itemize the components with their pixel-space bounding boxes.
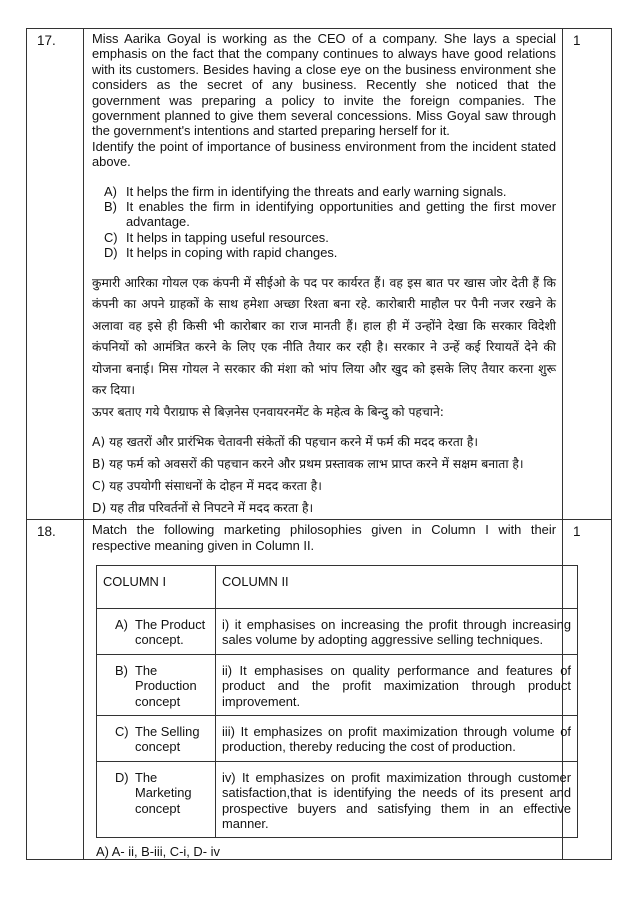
hindi-question-prompt: ऊपर बताए गये पैराग्राफ से बिज़नेस एनवायरनमेंट के महेत्व के बिन्दु को पहचाने: bbox=[92, 404, 444, 419]
question-text bbox=[92, 31, 556, 170]
question-prompt: Identify the point of importance of business environment from the incident stated above. bbox=[92, 138, 556, 170]
table-row bbox=[97, 609, 578, 655]
hindi-option-d: D) यह तीव्र परिवर्तनों से निपटने में मदद करता है। bbox=[92, 501, 314, 516]
table-row bbox=[97, 716, 578, 762]
meaning-cell: iii) It emphasizes on profit maximization through volume of production, thereby reducing the cost of production. bbox=[216, 716, 578, 762]
question-body bbox=[84, 520, 571, 860]
column-2-header: COLUMN II bbox=[216, 566, 578, 609]
concept-cell: C) The Selling concept bbox=[97, 716, 216, 762]
question-18-row bbox=[27, 520, 612, 860]
meaning-cell: ii) It emphasises on quality performance and features of product and the profit maximization through product improvement. bbox=[216, 654, 578, 715]
question-number: 18. bbox=[27, 520, 84, 860]
hindi-option-b: B) यह फर्म को अवसरों की पहचान करने और प्रथम प्रस्तावक लाभ प्राप्त करने में सक्षम बनाता है। bbox=[92, 457, 524, 472]
question-number: 17. bbox=[27, 29, 84, 520]
question-body bbox=[84, 29, 563, 520]
options-list bbox=[92, 184, 556, 261]
match-columns-table bbox=[96, 565, 578, 838]
hindi-options-list bbox=[92, 431, 556, 519]
marks: 1 bbox=[563, 520, 612, 860]
case-paragraph: Miss Aarika Goyal is working as the CEO of a company. She lays a special emphasis on the fact that the company continues to always have good relations with its customers. Besides having a close eye on the business environment she considers as the secret of any business. Recently she noticed that the government was preparing a policy to invite the foreign companies. The government planned to give them several concessions. Miss Goyal saw through the government's intentions and started preparing herself for it. bbox=[92, 31, 556, 139]
concept-cell: D) The Marketing concept bbox=[97, 761, 216, 838]
table-row bbox=[97, 654, 578, 715]
questions-table bbox=[26, 28, 612, 860]
column-1-header: COLUMN I bbox=[97, 566, 216, 609]
question-17-row bbox=[27, 29, 612, 520]
hindi-option-c: C) यह उपयोगी संसाधनों के दोहन में मदद करता है। bbox=[92, 479, 322, 494]
columns-header-row bbox=[97, 566, 578, 609]
marks: 1 bbox=[563, 29, 612, 520]
option-c: C) It helps in tapping useful resources. bbox=[104, 229, 329, 245]
option-d: D) It helps in coping with rapid changes. bbox=[104, 245, 338, 261]
answer-option-a: A) A- ii, B-iii, C-i, D- iv bbox=[96, 844, 220, 860]
concept-cell: B) The Production concept bbox=[97, 654, 216, 715]
hindi-text bbox=[92, 273, 556, 424]
concept-cell: A) The Product concept. bbox=[97, 609, 216, 655]
option-a: A) It helps the firm in identifying the threats and early warning signals. bbox=[104, 183, 507, 199]
meaning-cell: i) it emphasises on increasing the profit through increasing sales volume by adopting aggressive selling techniques. bbox=[216, 609, 578, 655]
hindi-case-paragraph: कुमारी आरिका गोयल एक कंपनी में सीईओ के पद पर कार्यरत हैं। वह इस बात पर खास जोर देती हैं कि कंपनी का अपने ग्राहकों के साथ हमेशा अच्छा रिश्ता बना रहे. कारोबारी माहौल पर पैनी नजर रखने के अलावा वह इसे ही किसी भी कारोबार का राज मानती हैं। हाल ही में उन्होंने देखा कि सरकार विदेशी कंपनियों को आमंत्रित करने के लिए एक नीति तैयार कर रही है। सरकार ने उन्हें कई रियायतें देने की योजना बनाई। मिस गोयल ने सरकार की मंशा को भांप लिया और खुद को इसके लिए तैयार करना शुरू कर दिया। bbox=[92, 275, 556, 398]
option-b: B) It enables the firm in identifying opportunities and getting the first mover advantage. bbox=[104, 199, 556, 230]
hindi-option-a: A) यह खतरों और प्रारंभिक चेतावनी संकेतों की पहचान करने में फर्म की मदद करता है। bbox=[92, 435, 479, 450]
meaning-cell: iv) It emphasizes on profit maximization through customer satisfaction,that is identifying the needs of its present and prospective buyers and satisfying them in an effective manner. bbox=[216, 761, 578, 838]
question-prompt: Match the following marketing philosophies given in Column I with their respective meaning given in Column II. bbox=[92, 522, 556, 553]
table-row bbox=[97, 761, 578, 838]
